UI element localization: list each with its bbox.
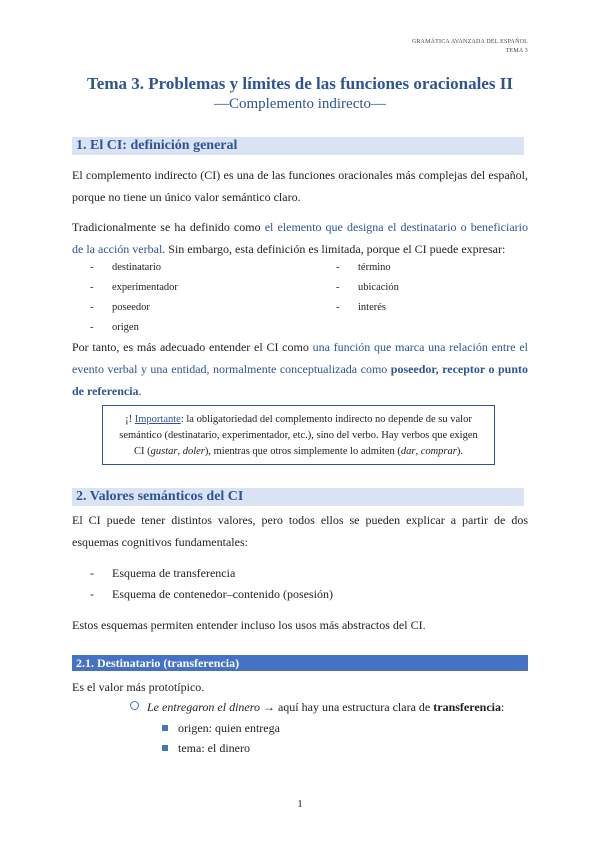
- section-1-paragraph-1: El complemento indirecto (CI) es una de las funciones oracionales más complejas del español, porque no tiene un único valor semántico claro.: [72, 168, 528, 204]
- important-note-box: ¡! Importante: la obligatoriedad del complemento indirecto no depende de su valor semántico (destinatario, experimentador, etc.), sino del verbo. Hay verbos que exigen CI (gustar, doler), mientras que otros simplemente lo admiten (dar, comprar).: [102, 405, 495, 465]
- example-line: Le entregaron el dinero → aquí hay una estructura clara de transferencia:: [130, 699, 504, 715]
- list-item: - término: [336, 262, 391, 273]
- list-item: - Esquema de transferencia: [90, 566, 236, 580]
- list-item: - poseedor: [90, 302, 150, 313]
- list-item: - interés: [336, 302, 386, 313]
- list-item: - destinatario: [90, 262, 161, 273]
- important-label: Importante: [134, 414, 181, 425]
- hollow-bullet-icon: [130, 701, 139, 710]
- list-item: - origen: [90, 322, 139, 333]
- p2-highlight: el elemento que designa el destinatario o beneficiario de la acción verbal: [72, 220, 528, 256]
- p2-text-c: . Sin embargo, esta definición es limitada, porque el CI puede expresar:: [162, 242, 506, 256]
- header-course: GRAMÁTICA AVANZADA DEL ESPAÑOL: [411, 39, 528, 45]
- list-item: - Esquema de contenedor–contenido (posesión): [90, 587, 333, 601]
- subsection-2-1-heading: 2.1. Destinatario (transferencia): [72, 655, 528, 671]
- list-item: - experimentador: [90, 282, 178, 293]
- list-item: - ubicación: [336, 282, 399, 293]
- square-bullet-icon: [162, 725, 168, 731]
- page-title: Tema 3. Problemas y límites de las funciones oracionales II: [87, 74, 513, 93]
- running-header: [412, 38, 528, 56]
- section-1-heading: 1. El CI: definición general: [72, 137, 524, 155]
- subsection-2-1-paragraph: Es el valor más prototípico.: [72, 680, 205, 694]
- section-2-heading: 2. Valores semánticos del CI: [72, 488, 524, 506]
- header-topic: TEMA 3: [505, 48, 528, 54]
- list-item: tema: el dinero: [162, 740, 250, 756]
- list-item: origen: quien entrega: [162, 720, 280, 736]
- square-bullet-icon: [162, 745, 168, 751]
- section-2-paragraph-2: Estos esquemas permiten entender incluso los usos más abstractos del CI.: [72, 618, 426, 632]
- section-1-paragraph-2: [72, 216, 528, 260]
- section-1-paragraph-3: Por tanto, es más adecuado entender el CI como una función que marca una relación entre el evento verbal y una entidad, normalmente conceptualizada como poseedor, receptor o punto de referencia.: [72, 340, 529, 398]
- section-2-paragraph-1: El CI puede tener distintos valores, pero todos ellos se pueden explicar a partir de dos esquemas cognitivos fundamentales:: [72, 513, 528, 549]
- p2-text-a: Tradicionalmente se ha definido como: [72, 220, 265, 234]
- page-subtitle: —Complemento indirecto—: [213, 96, 387, 112]
- page-number: 1: [297, 798, 303, 810]
